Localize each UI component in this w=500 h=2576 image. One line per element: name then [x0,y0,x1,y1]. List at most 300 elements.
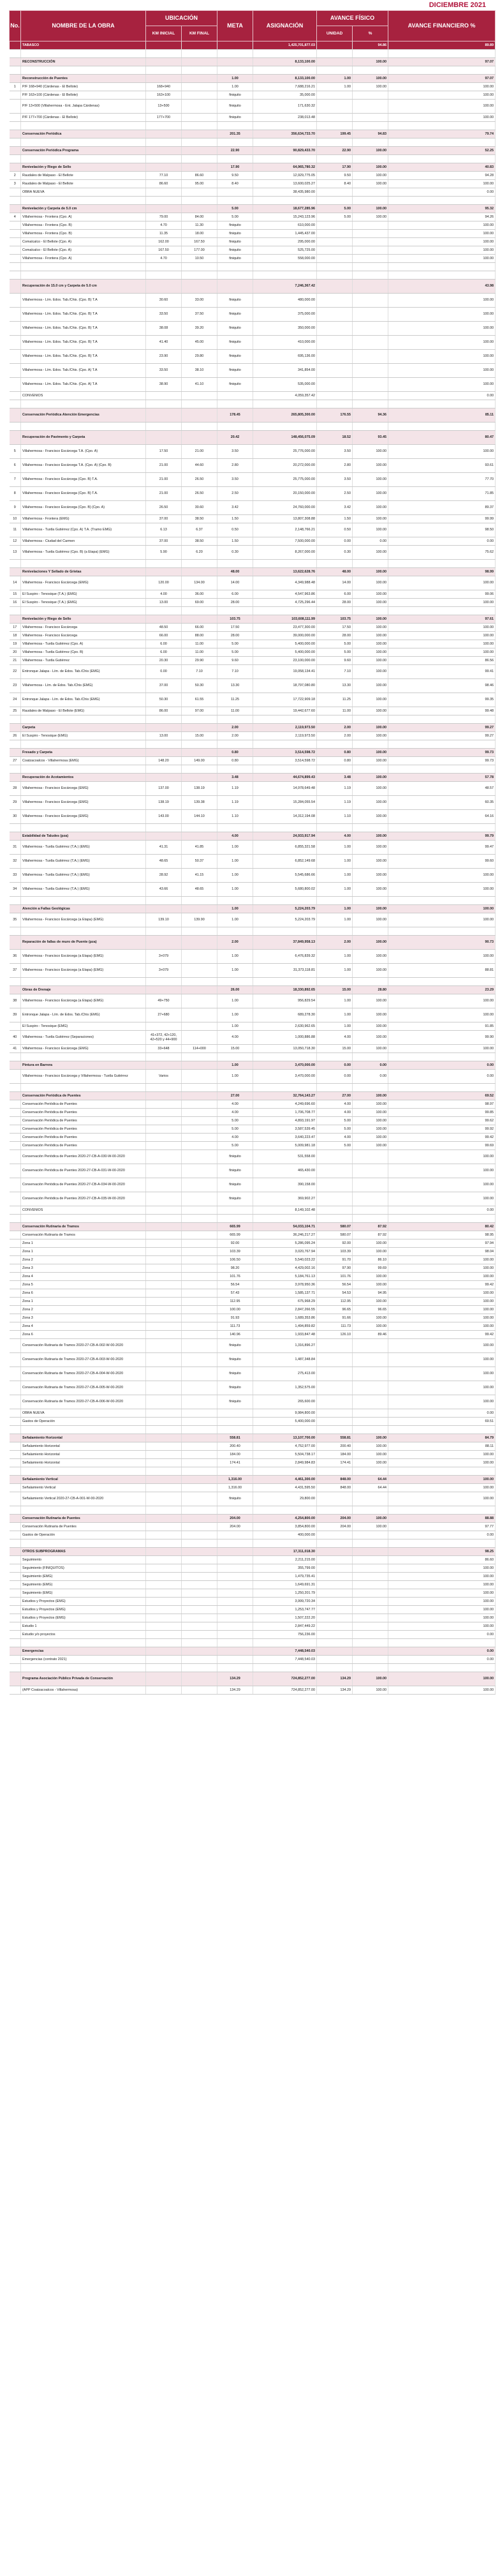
cell-name: Villahermosa - Francisco Escárcega (Cpo. B) T.A. [21,487,146,501]
cell-asignacion: 350,000.00 [253,322,317,336]
cell-km-inicial: 33+648 [146,1045,182,1053]
cell-meta: 22.90 [217,147,253,155]
cell-no [10,1192,21,1206]
cell-asignacion: 4,725,296.44 [253,599,317,607]
cell-no [10,1164,21,1178]
cell-km-final [182,950,217,964]
cell-no [10,75,21,83]
cell-pct-fisico: 100.00 [353,1451,388,1459]
cell-km-inicial [146,1134,182,1142]
cell-name: Villahermosa - Francisco Escárcega (EMG) [21,796,146,810]
empty-cell [253,927,317,936]
cell-meta: finiquito [217,1150,253,1164]
table-row [10,1564,496,1573]
cell-unidad: 6.00 [317,590,353,599]
cell-km-final [182,1418,217,1426]
cell-pct-fisico: 100.00 [353,732,388,740]
cell-avance-financiero: 69.51 [388,1418,496,1426]
cell-km-final [182,431,217,445]
spacer-row [10,740,496,749]
empty-cell [10,66,21,75]
cell-unidad: 56.54 [317,1281,353,1289]
cell-name: Villahermosa - Tuxtla Gutiérrez (Cpo. B) [21,648,146,657]
cell-km-final [182,1548,217,1556]
cell-km-inicial: 4.70 [146,255,182,263]
cell-pct-fisico: 87.92 [353,1231,388,1239]
table-row [10,336,496,350]
cell-asignacion: 1,352,575.00 [253,1381,317,1395]
cell-km-inicial: 21.00 [146,459,182,473]
empty-cell [353,1084,388,1092]
table-row [10,114,496,122]
cell-name: Seguimiento [21,1556,146,1564]
cell-name: Villahermosa - Lím. Edos. Tab./Chis. (Cpo. B) T.A [21,308,146,322]
cell-pct-fisico: 100.00 [353,1686,388,1695]
empty-cell [253,1664,317,1672]
cell-unidad [317,1206,353,1215]
cell-asignacion: 3,470,000.00 [253,1061,317,1070]
table-row [10,523,496,537]
cell-unidad [317,1622,353,1631]
cell-km-inicial: 41.31 [146,841,182,855]
cell-pct-fisico: 93.45 [353,431,388,445]
cell-asignacion: 3,587,539.45 [253,1125,317,1134]
empty-cell [10,155,21,163]
table-row [10,1117,496,1125]
cell-unidad [317,1164,353,1178]
cell-name: Conservación Periódica de Puentes [21,1092,146,1100]
cell-km-inicial [146,1418,182,1426]
cell-no: 28 [10,782,21,796]
cell-asignacion: 531,558.00 [253,1150,317,1164]
cell-meta: finiquito [217,1381,253,1395]
cell-name: Recuperación de Acotamientos [21,774,146,782]
empty-cell [253,197,317,205]
cell-avance-financiero: 100.00 [388,322,496,336]
cell-meta: 1.00 [217,1022,253,1031]
cell-km-final: 38.50 [182,515,217,523]
cell-km-final [182,1622,217,1631]
empty-cell [317,1084,353,1092]
cell-asignacion: 558,000.00 [253,255,317,263]
cell-no [10,1206,21,1215]
table-row [10,1178,496,1192]
empty-cell [217,122,253,130]
cell-name: Villahermosa - Francisco Escárcega (a Etapa) (EMG) [21,994,146,1008]
cell-km-inicial: 6.13 [146,523,182,537]
table-row [10,1289,496,1298]
cell-avance-financiero: 98.50 [388,523,496,537]
table-row [10,1045,496,1053]
cell-km-inicial: 79.00 [146,213,182,221]
cell-name: Conservación Rutinaria de Puentes [21,1515,146,1523]
cell-no [10,1289,21,1298]
cell-asignacion: 3,470,000.00 [253,1070,317,1084]
cell-unidad [317,238,353,246]
cell-name: Recuperación de 15.0 cm y Carpeta de 5.0 cm [21,280,146,294]
empty-cell [388,1426,496,1434]
cell-unidad [317,1581,353,1589]
cell-meta: 558.81 [217,1434,253,1442]
cell-no [10,255,21,263]
empty-cell [217,423,253,431]
cell-unidad: 1.00 [317,841,353,855]
cell-unidad [317,255,353,263]
cell-km-final [182,1223,217,1231]
cell-meta: 5.00 [217,640,253,648]
table-row [10,1100,496,1109]
empty-cell [353,423,388,431]
empty-cell [182,1467,217,1476]
cell-km-final [182,163,217,172]
cell-pct-fisico [353,100,388,114]
empty-cell [317,560,353,568]
cell-km-final [182,1142,217,1150]
cell-km-inicial [146,936,182,950]
cell-pct-fisico: 100.00 [353,624,388,632]
cell-meta: 200.40 [217,1442,253,1451]
cell-meta: finiquito [217,350,253,364]
cell-km-final [182,994,217,1008]
cell-asignacion: 525,725.00 [253,246,317,255]
cell-km-final [182,986,217,994]
spacer-row [10,715,496,724]
cell-avance-financiero: 100.00 [388,913,496,927]
cell-unidad: 3.50 [317,473,353,487]
cell-pct-fisico: 100.00 [353,632,388,640]
cell-asignacion: 4,059,357.42 [253,392,317,400]
cell-meta [217,1656,253,1664]
table-row [10,913,496,927]
cell-pct-fisico [353,280,388,294]
empty-cell [21,1664,146,1672]
cell-unidad: 9.60 [317,657,353,665]
cell-unidad: 1.10 [317,810,353,824]
cell-avance-financiero: 100.00 [388,1289,496,1298]
cell-unidad [317,1598,353,1606]
cell-pct-fisico: 100.00 [353,1008,388,1022]
cell-meta [217,1631,253,1639]
cell-pct-fisico: 100.00 [353,180,388,188]
empty-cell [317,715,353,724]
cell-avance-financiero: 97.94 [388,1239,496,1248]
cell-asignacion: 6,855,321.58 [253,841,317,855]
cell-km-final [182,1008,217,1022]
table-row [10,537,496,546]
cell-km-inicial: 20.30 [146,657,182,665]
empty-cell [10,1506,21,1515]
cell-name: Seguimiento (EMG) [21,1589,146,1598]
cell-km-final [182,1581,217,1589]
empty-cell [353,122,388,130]
cell-km-final [182,1598,217,1606]
empty-cell [388,715,496,724]
cell-avance-financiero: 100.00 [388,1484,496,1492]
cell-name: Villahermosa - Frontera (EMG) [21,515,146,523]
cell-meta [217,188,253,197]
table-row [10,246,496,255]
table-row [10,707,496,715]
cell-km-inicial [146,774,182,782]
cell-meta: 0.50 [217,523,253,537]
cell-asignacion: 32,764,143.27 [253,1092,317,1100]
cell-avance-financiero: 98.46 [388,679,496,693]
cell-name: Villahermosa - Frontera (Cpo. B) [21,230,146,238]
cell-km-final [182,1672,217,1686]
empty-cell [217,897,253,905]
cell-meta: 28.00 [217,599,253,607]
section-row [10,1223,496,1231]
cell-avance-financiero: 100.00 [388,1686,496,1695]
empty-cell [182,927,217,936]
empty-cell [388,607,496,615]
cell-no: 20 [10,648,21,657]
cell-avance-financiero: 100.00 [388,1298,496,1306]
empty-cell [182,1506,217,1515]
cell-meta: finiquito [217,246,253,255]
cell-name: Fresado y Carpeta [21,749,146,757]
cell-no [10,1022,21,1031]
cell-unidad: 27.00 [317,1092,353,1100]
cell-no: 40 [10,1031,21,1045]
cell-km-final [182,1031,217,1045]
cell-name: Conservación Periódica de Puentes [21,1125,146,1134]
cell-no: 25 [10,707,21,715]
cell-km-inicial [146,130,182,139]
table-row [10,294,496,308]
cell-unidad: 15.00 [317,986,353,994]
table-row [10,1367,496,1381]
cell-avance-financiero: 100.00 [388,599,496,607]
cell-meta: 11.25 [217,693,253,707]
cell-no [10,1631,21,1639]
cell-pct-fisico [353,1573,388,1581]
cell-no [10,1459,21,1467]
table-row [10,1484,496,1492]
cell-asignacion: 17,722,909.18 [253,693,317,707]
empty-cell [10,765,21,774]
cell-name: Villahermosa - Francisco Escárcega (a Etapa) (EMG) [21,950,146,964]
table-row [10,869,496,883]
cell-asignacion: 341,854.00 [253,364,317,378]
cell-km-inicial [146,1239,182,1248]
cell-name: Señalamiento Horizontal [21,1459,146,1467]
cell-km-final [182,1256,217,1264]
cell-no [10,1100,21,1109]
cell-name: Conservación Periódica de Puentes 2020-27-CB-A-030-W-00-2020 [21,1150,146,1164]
cell-name: Programa Asociación Público Privada de Conservación [21,1672,146,1686]
cell-km-inicial [146,1442,182,1451]
table-row [10,1556,496,1564]
cell-km-final [182,1273,217,1281]
cell-name: Conservación Rutinaria de Puentes [21,1523,146,1531]
empty-cell [217,1506,253,1515]
cell-unidad: 204.00 [317,1515,353,1523]
cell-asignacion: 375,000.00 [253,308,317,322]
cell-asignacion: 1,933,847.48 [253,1331,317,1339]
table-row [10,221,496,230]
cell-avance-financiero: 89.89 [388,41,496,50]
cell-unidad: 2.50 [317,487,353,501]
cell-km-final [182,130,217,139]
cell-no [10,1273,21,1281]
cell-asignacion: 18,330,892.65 [253,986,317,994]
cell-km-final [182,1164,217,1178]
cell-pct-fisico: 100.00 [353,657,388,665]
cell-km-final: 167.50 [182,238,217,246]
empty-cell [10,927,21,936]
cell-km-final: 26.50 [182,487,217,501]
cell-meta [217,1548,253,1556]
cell-name: Villahermosa - Frontera (Cpo. A) [21,213,146,221]
cell-pct-fisico: 100.00 [353,523,388,537]
cell-km-final [182,1248,217,1256]
cell-asignacion: 3,514,598.72 [253,757,317,765]
cell-pct-fisico [353,1581,388,1589]
cell-name: RECONSTRUCCIÓN [21,58,146,66]
cell-unidad: 3.48 [317,774,353,782]
cell-unidad [317,1573,353,1581]
cell-km-final [182,1515,217,1523]
cell-no [10,1381,21,1395]
cell-km-final: 11.30 [182,221,217,230]
cell-no: 27 [10,757,21,765]
cell-avance-financiero: 77.70 [388,473,496,487]
cell-no [10,1367,21,1381]
cell-meta: 111.73 [217,1322,253,1331]
cell-no: 3 [10,180,21,188]
empty-cell [353,139,388,147]
cell-name: Raudales de Malpaso - El Bellote [21,172,146,180]
cell-asignacion: 535,000.00 [253,378,317,392]
cell-km-inicial [146,392,182,400]
section-row [10,936,496,950]
cell-asignacion: 13,807,308.88 [253,515,317,523]
empty-cell [217,139,253,147]
cell-km-inicial [146,1289,182,1298]
cell-meta: 2.00 [217,936,253,950]
cell-unidad: 4.00 [317,1109,353,1117]
empty-cell [21,423,146,431]
section-row [10,568,496,576]
empty-cell [317,66,353,75]
table-row [10,1070,496,1084]
cell-meta: 48.00 [217,568,253,576]
empty-cell [217,824,253,832]
empty-cell [21,765,146,774]
empty-cell [182,263,217,271]
cell-km-inicial [146,1367,182,1381]
cell-km-final [182,1178,217,1192]
cell-pct-fisico: 100.00 [353,1434,388,1442]
cell-unidad [317,1409,353,1418]
cell-asignacion: 5,009,981.18 [253,1142,317,1150]
cell-no: 35 [10,913,21,927]
cell-pct-fisico [353,221,388,230]
cell-meta [217,1598,253,1606]
cell-pct-fisico: 100.00 [353,1322,388,1331]
table-header [10,11,496,41]
cell-meta: 103.39 [217,1248,253,1256]
cell-km-final [182,41,217,50]
cell-no [10,774,21,782]
cell-no: 32 [10,855,21,869]
cell-km-inicial: 120.00 [146,576,182,590]
cell-avance-financiero: 88.88 [388,1515,496,1523]
cell-meta: finiquito [217,1395,253,1409]
table-row [10,1523,496,1531]
empty-cell [317,197,353,205]
cell-name: Zona 5 [21,1281,146,1289]
table-row [10,392,496,400]
empty-cell [146,122,182,130]
empty-cell [21,607,146,615]
cell-unidad: 580.07 [317,1231,353,1239]
cell-pct-fisico [353,1178,388,1192]
cell-no [10,1523,21,1531]
cell-pct-fisico [353,1647,388,1656]
cell-avance-financiero: 100.00 [388,632,496,640]
cell-unidad [317,1564,353,1573]
cell-no [10,1231,21,1239]
cell-name: P/F 163+100 (Cárdenas - El Bellote) [21,91,146,100]
empty-cell [217,1053,253,1061]
cell-unidad [317,91,353,100]
cell-km-inicial [146,1206,182,1215]
empty-cell [388,1639,496,1647]
cell-avance-financiero: 80.47 [388,431,496,445]
cell-no [10,322,21,336]
cell-meta: 0.80 [217,757,253,765]
cell-no [10,1298,21,1306]
cell-no [10,1409,21,1418]
cell-asignacion: 15,243,123.96 [253,213,317,221]
cell-unidad: 848.00 [317,1476,353,1484]
table-row [10,1573,496,1581]
cell-unidad: 5.00 [317,205,353,213]
cell-avance-financiero: 100.00 [388,1622,496,1631]
empty-cell [146,560,182,568]
cell-meta: 1.10 [217,810,253,824]
cell-km-inicial: 66.00 [146,632,182,640]
empty-cell [317,155,353,163]
cell-name: Conservación Periódica de Puentes [21,1134,146,1142]
cell-unidad [317,1548,353,1556]
table-row [10,1022,496,1031]
cell-km-inicial [146,280,182,294]
cell-asignacion: 24,760,000.00 [253,501,317,515]
section-row [10,58,496,66]
cell-name: Villahermosa - Tuxtla Gutiérrez (Cpo. A) T.A. (Tramo EMG) [21,523,146,537]
cell-asignacion: 7,246,367.42 [253,280,317,294]
cell-pct-fisico [353,336,388,350]
cell-unidad [317,100,353,114]
cell-avance-financiero: 97.07 [388,58,496,66]
cell-asignacion: 5,224,203.79 [253,905,317,913]
cell-name: Villahermosa - Lím. Edos. Tab./Chis. (Cpo. B) T.A [21,350,146,364]
cell-km-inicial: 177+700 [146,114,182,122]
cell-no [10,1142,21,1150]
empty-cell [317,1639,353,1647]
cell-km-inicial [146,1178,182,1192]
cell-no [10,1395,21,1409]
cell-name: OBRA NUEVA [21,188,146,197]
cell-name: Conservación Periódica de Puentes [21,1100,146,1109]
cell-unidad: 0.80 [317,757,353,765]
cell-avance-financiero: 40.83 [388,163,496,172]
table-row [10,665,496,679]
cell-km-final [182,568,217,576]
